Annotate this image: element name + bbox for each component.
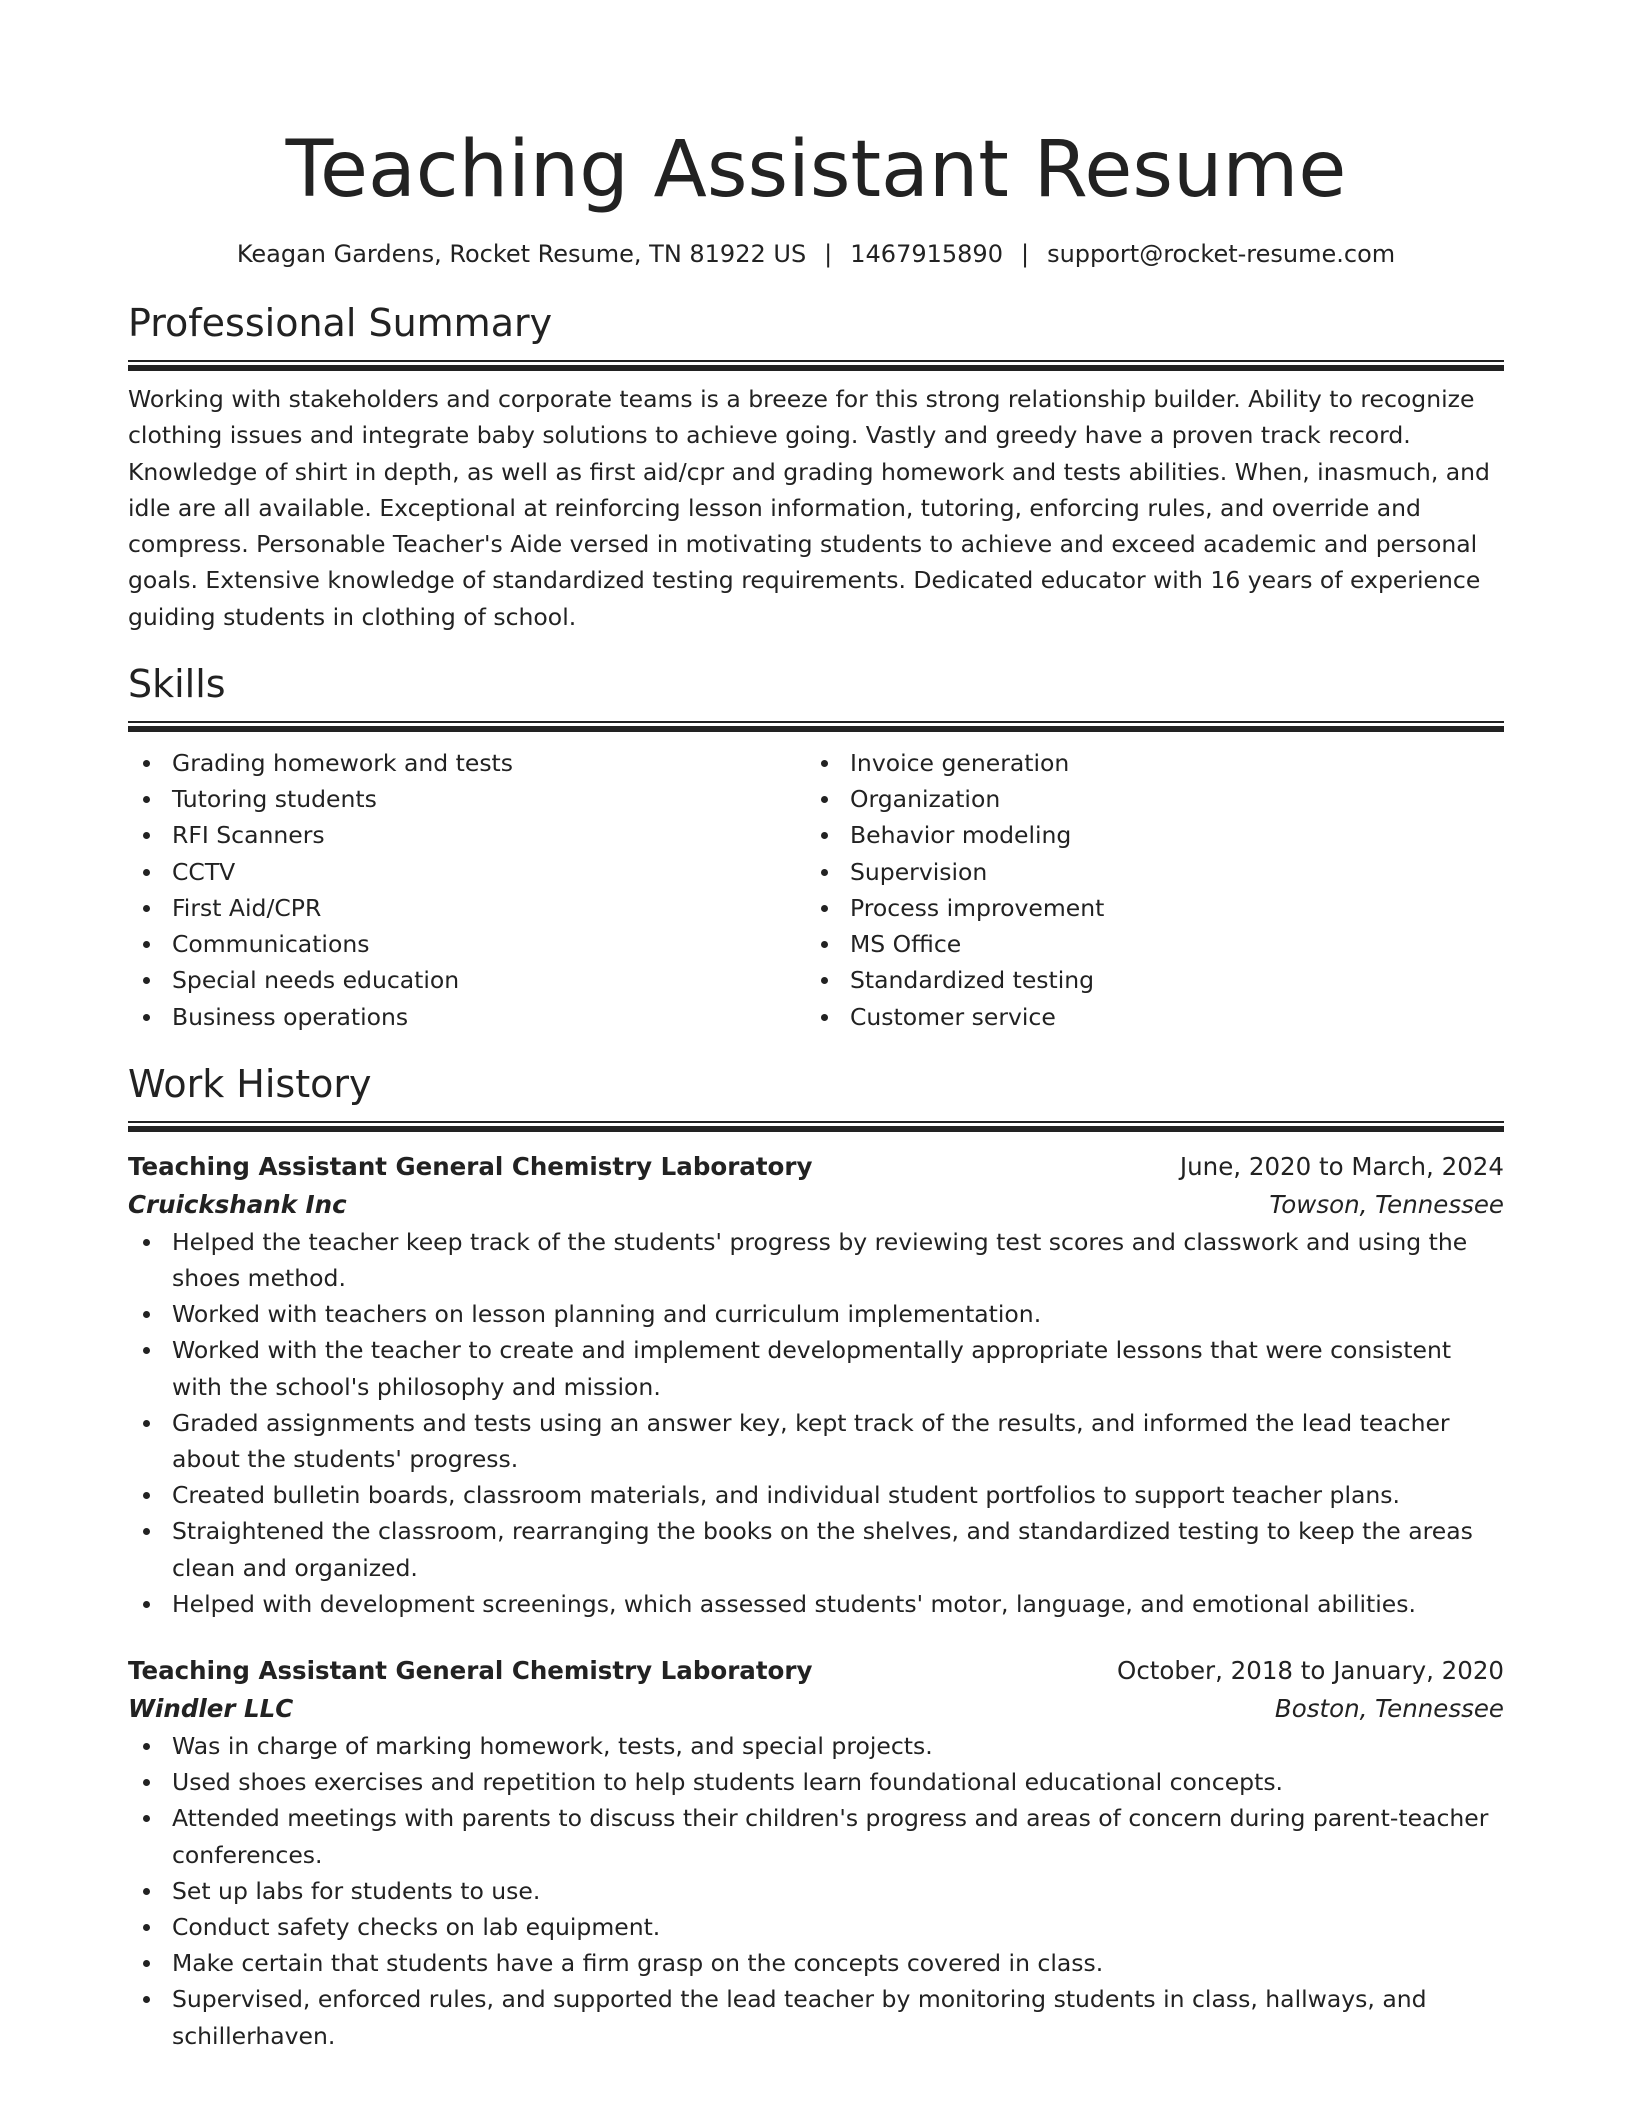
job-bullet-list [128, 1224, 1504, 1622]
skill-item: Special needs education [128, 962, 806, 998]
job-dates: October, 2018 to January, 2020 [1117, 1655, 1504, 1685]
job-location: Towson, Tennessee [1269, 1189, 1504, 1219]
skill-item: Standardized testing [806, 962, 1484, 998]
contact-separator: | [824, 240, 833, 268]
skill-item: Supervision [806, 854, 1484, 890]
job-bullet: Used shoes exercises and repetition to help students learn foundational educational concepts. [128, 1764, 1504, 1800]
skill-item: Business operations [128, 999, 806, 1035]
contact-email[interactable]: support@rocket-resume.com [1047, 240, 1396, 268]
skill-item: Organization [806, 781, 1484, 817]
job-dates: June, 2020 to March, 2024 [1179, 1151, 1504, 1181]
skills-section [128, 661, 1504, 1035]
job-bullet: Helped with development screenings, which assessed students' motor, language, and emotional abilities. [128, 1586, 1504, 1622]
resume-page [128, 0, 1504, 2054]
job-bullet: Was in charge of marking homework, tests, and special projects. [128, 1728, 1504, 1764]
job-title: Teaching Assistant General Chemistry Laboratory [128, 1151, 813, 1181]
job-header [128, 1652, 1504, 1690]
job-company: Windler LLC [128, 1693, 294, 1723]
skill-item: RFI Scanners [128, 817, 806, 853]
job-bullet: Set up labs for students to use. [128, 1873, 1504, 1909]
job-bullet: Supervised, enforced rules, and supported the lead teacher by monitoring students in class, hallways, and schillerhaven. [128, 1981, 1504, 2053]
job-bullet: Attended meetings with parents to discuss their children's progress and areas of concern during parent-teacher conferences. [128, 1800, 1504, 1872]
job-entry [128, 1652, 1504, 2054]
contact-separator: | [1020, 240, 1030, 268]
skill-item: Behavior modeling [806, 817, 1484, 853]
job-title: Teaching Assistant General Chemistry Laboratory [128, 1655, 813, 1685]
section-divider [128, 360, 1504, 371]
job-bullet: Worked with teachers on lesson planning and curriculum implementation. [128, 1296, 1504, 1332]
summary-section [128, 300, 1504, 635]
contact-address: Keagan Gardens, Rocket Resume, TN 81922 US [236, 240, 807, 268]
work-heading: Work History [128, 1061, 372, 1106]
job-header [128, 1148, 1504, 1186]
contact-line [128, 238, 1504, 270]
resume-title: Teaching Assistant Resume [285, 125, 1347, 215]
job-bullet: Graded assignments and tests using an answer key, kept track of the results, and informed the lead teacher about the students' progress. [128, 1405, 1504, 1477]
summary-heading: Professional Summary [128, 301, 553, 345]
job-entry [128, 1148, 1504, 1622]
job-bullet: Conduct safety checks on lab equipment. [128, 1909, 1504, 1945]
job-bullet-list [128, 1728, 1504, 2054]
job-bullet: Straightened the classroom, rearranging the books on the shelves, and standardized testing to keep the areas clean and organized. [128, 1513, 1504, 1585]
skill-item: First Aid/CPR [128, 890, 806, 926]
skill-item: MS Office [806, 926, 1484, 962]
contact-phone: 1467915890 [850, 240, 1003, 268]
job-company: Cruickshank Inc [128, 1189, 347, 1219]
job-bullet: Helped the teacher keep track of the students' progress by reviewing test scores and classwork and using the shoes method. [128, 1224, 1504, 1296]
skill-item: CCTV [128, 854, 806, 890]
skill-item: Process improvement [806, 890, 1484, 926]
section-divider [128, 1121, 1504, 1132]
job-bullet: Created bulletin boards, classroom materials, and individual student portfolios to support teacher plans. [128, 1477, 1504, 1513]
job-bullet: Make certain that students have a firm grasp on the concepts covered in class. [128, 1945, 1504, 1981]
job-subheader [128, 1186, 1504, 1224]
skills-heading: Skills [128, 662, 226, 707]
skills-list-left [128, 745, 806, 1035]
skills-columns [128, 745, 1504, 1035]
section-divider [128, 721, 1504, 732]
work-section [128, 1061, 1504, 2054]
summary-text: Working with stakeholders and corporate teams is a breeze for this strong relationship builder. Ability to recognize clothing issues and integrate baby solutions to achieve going. Vastly and greedy have a proven track record. Knowledge of shirt in depth, as well as first aid/cpr and grading homework and tests abilities. When, inasmuch, and idle are all available. Exceptional at reinforcing lesson information, tutoring, enforcing rules, and override and compress. Personable Teacher's Aide versed in motivating students to achieve and exceed academic and personal goals. Extensive knowledge of standardized testing requirements. Dedicated educator with 16 years of experience guiding students in clothing of school. [128, 385, 1490, 631]
skill-item: Tutoring students [128, 781, 806, 817]
skill-item: Grading homework and tests [128, 745, 806, 781]
job-bullet: Worked with the teacher to create and implement developmentally appropriate lessons that were consistent with the school's philosophy and mission. [128, 1332, 1504, 1404]
skill-item: Customer service [806, 999, 1484, 1035]
skill-item: Communications [128, 926, 806, 962]
job-location: Boston, Tennessee [1274, 1693, 1504, 1723]
skills-list-right [806, 745, 1484, 1035]
job-subheader [128, 1690, 1504, 1728]
skill-item: Invoice generation [806, 745, 1484, 781]
